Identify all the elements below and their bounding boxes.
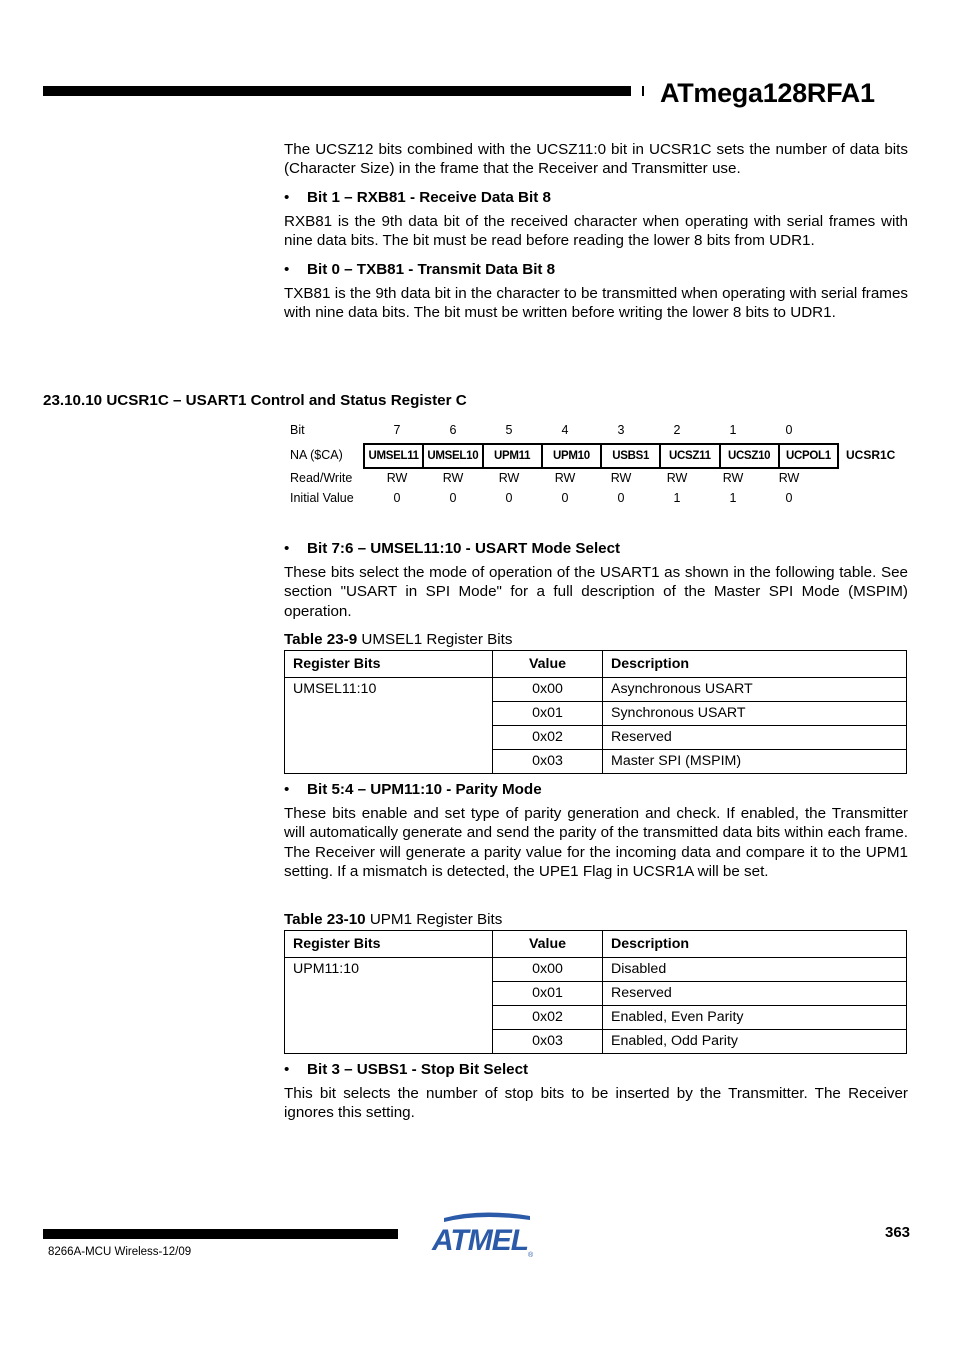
bit-number: 6 [449, 423, 457, 437]
register-init-label: Initial Value [290, 491, 354, 505]
bullet-marker: • [284, 540, 290, 557]
usbs-heading-text: Bit 3 – USBS1 - Stop Bit Select [307, 1061, 529, 1078]
bullet-marker: • [284, 781, 290, 798]
register-name: UCSR1C [846, 448, 896, 462]
upm-paragraph: These bits enable and set type of parity generation and check. If enabled, the Transmitter will automatically generate and send the parity of the transmitted data bits within each frame. The Receiver will generate a parity value for the incoming data and compare it to the UPM1 setting. If a mismatch is detected, the UPE1 Flag in UCSR1A will be set. [284, 805, 908, 880]
usbs-paragraph: This bit selects the number of stop bits to be inserted by the Transmitter. The Receiver ignores this setting. [284, 1085, 908, 1122]
rw-value: RW [610, 471, 632, 485]
bit-number: 0 [785, 423, 793, 437]
register-field: UCSZ10 [721, 445, 780, 467]
intro-paragraph: The UCSZ12 bits combined with the UCSZ11:0 bit in UCSR1C sets the number of data bits (Character Size) in the frame that the Receiver and Transmitter use. [284, 141, 908, 178]
table-header-row [285, 651, 907, 678]
txb81-heading-text: Bit 0 – TXB81 - Transmit Data Bit 8 [307, 261, 556, 278]
initial-value: 0 [785, 491, 793, 505]
initial-value: 0 [449, 491, 457, 505]
column-header: Value [493, 651, 603, 678]
register-field: UCSZ11 [661, 445, 720, 467]
logo-registered-mark: ® [528, 1252, 534, 1259]
description-cell: Reserved [603, 726, 907, 750]
umsel-table [284, 650, 907, 774]
register-bit-label: Bit [290, 423, 305, 437]
description-cell: Reserved [603, 982, 907, 1006]
column-header: Description [603, 931, 907, 958]
column-header: Register Bits [285, 931, 493, 958]
description-cell: Enabled, Odd Parity [603, 1030, 907, 1054]
register-bit-numbers [369, 423, 845, 437]
rw-value: RW [498, 471, 520, 485]
bit-number: 7 [393, 423, 401, 437]
register-rw-label: Read/Write [290, 471, 353, 485]
register-field: UPM10 [543, 445, 602, 467]
header-rule-tick [642, 86, 644, 96]
umsel-paragraph: These bits select the mode of operation of the USART1 as shown in the following table. See section "USART in SPI Mode" for a full description of the Master SPI Mode (MSPIM) operation. [284, 564, 908, 620]
initial-value: 1 [673, 491, 681, 505]
caption-text: UMSEL1 Register Bits [357, 631, 513, 648]
initial-value: 0 [617, 491, 625, 505]
bit-number: 5 [505, 423, 513, 437]
rw-value: RW [386, 471, 408, 485]
caption-number: Table 23-9 [284, 631, 358, 648]
column-header: Register Bits [285, 651, 493, 678]
register-bits-cell: UMSEL11:10 [285, 678, 493, 774]
initial-value: 1 [729, 491, 737, 505]
register-field: UCPOL1 [785, 450, 831, 462]
register-rw-values [369, 471, 845, 485]
register-bits-cell: UPM11:10 [285, 958, 493, 1054]
rxb81-paragraph: RXB81 is the 9th data bit of the received character when operating with serial frames with nine data bits. The bit must be read before reading the lower 8 bits from UDR1. [284, 213, 908, 250]
table-row [285, 678, 907, 702]
value-cell: 0x02 [493, 726, 603, 750]
footer-rule [43, 1229, 398, 1239]
bit-number: 2 [673, 423, 681, 437]
upm-table-caption [284, 910, 502, 929]
initial-value: 0 [505, 491, 513, 505]
document-title: ATmega128RFA1 [660, 78, 875, 108]
page-number: 363 [885, 1224, 911, 1241]
register-initial-values [369, 491, 845, 505]
rw-value: RW [554, 471, 576, 485]
register-field: UMSEL10 [424, 445, 483, 467]
umsel-table-caption [284, 630, 512, 649]
register-field: USBS1 [602, 445, 661, 467]
txb81-heading [284, 260, 908, 279]
atmel-logo [430, 1210, 534, 1260]
document-id: 8266A-MCU Wireless-12/09 [48, 1246, 192, 1258]
bit-number: 4 [561, 423, 569, 437]
value-cell: 0x00 [493, 958, 603, 982]
value-cell: 0x02 [493, 1006, 603, 1030]
caption-text: UPM1 Register Bits [365, 911, 503, 928]
column-header: Value [493, 931, 603, 958]
value-cell: 0x03 [493, 750, 603, 774]
upm-heading [284, 780, 908, 799]
upm-table [284, 930, 907, 1054]
value-cell: 0x00 [493, 678, 603, 702]
table-header-row [285, 931, 907, 958]
table-row [285, 958, 907, 982]
upm-heading-text: Bit 5:4 – UPM11:10 - Parity Mode [307, 781, 542, 798]
usbs-heading [284, 1060, 908, 1079]
rw-value: RW [722, 471, 744, 485]
description-cell: Master SPI (MSPIM) [603, 750, 907, 774]
description-cell: Enabled, Even Parity [603, 1006, 907, 1030]
rxb81-heading [284, 188, 908, 207]
value-cell: 0x01 [493, 702, 603, 726]
register-fields [363, 443, 839, 469]
column-header: Description [603, 651, 907, 678]
description-cell: Asynchronous USART [603, 678, 907, 702]
initial-value: 0 [393, 491, 401, 505]
logo-wordmark: ATMEL [431, 1224, 529, 1257]
rxb81-heading-text: Bit 1 – RXB81 - Receive Data Bit 8 [307, 189, 551, 206]
register-field: UMSEL11 [365, 445, 424, 467]
register-address-label: NA ($CA) [290, 448, 343, 462]
initial-value: 0 [561, 491, 569, 505]
caption-number: Table 23-10 [284, 911, 366, 928]
value-cell: 0x03 [493, 1030, 603, 1054]
header-rule [43, 86, 631, 96]
description-cell: Disabled [603, 958, 907, 982]
bit-number: 1 [729, 423, 737, 437]
bullet-marker: • [284, 189, 290, 206]
rw-value: RW [442, 471, 464, 485]
logo-swoosh [444, 1212, 530, 1222]
register-field: UPM11 [484, 445, 543, 467]
bit-number: 3 [617, 423, 625, 437]
value-cell: 0x01 [493, 982, 603, 1006]
umsel-heading [284, 539, 908, 558]
rw-value: RW [778, 471, 800, 485]
description-cell: Synchronous USART [603, 702, 907, 726]
txb81-paragraph: TXB81 is the 9th data bit in the character to be transmitted when operating with serial frames with nine data bits. The bit must be written before writing the lower 8 bits to UDR1. [284, 285, 908, 322]
section-heading: 23.10.10 UCSR1C – USART1 Control and Status Register C [43, 392, 467, 409]
bullet-marker: • [284, 261, 290, 278]
rw-value: RW [666, 471, 688, 485]
bullet-marker: • [284, 1061, 290, 1078]
umsel-heading-text: Bit 7:6 – UMSEL11:10 - USART Mode Select [307, 540, 621, 557]
